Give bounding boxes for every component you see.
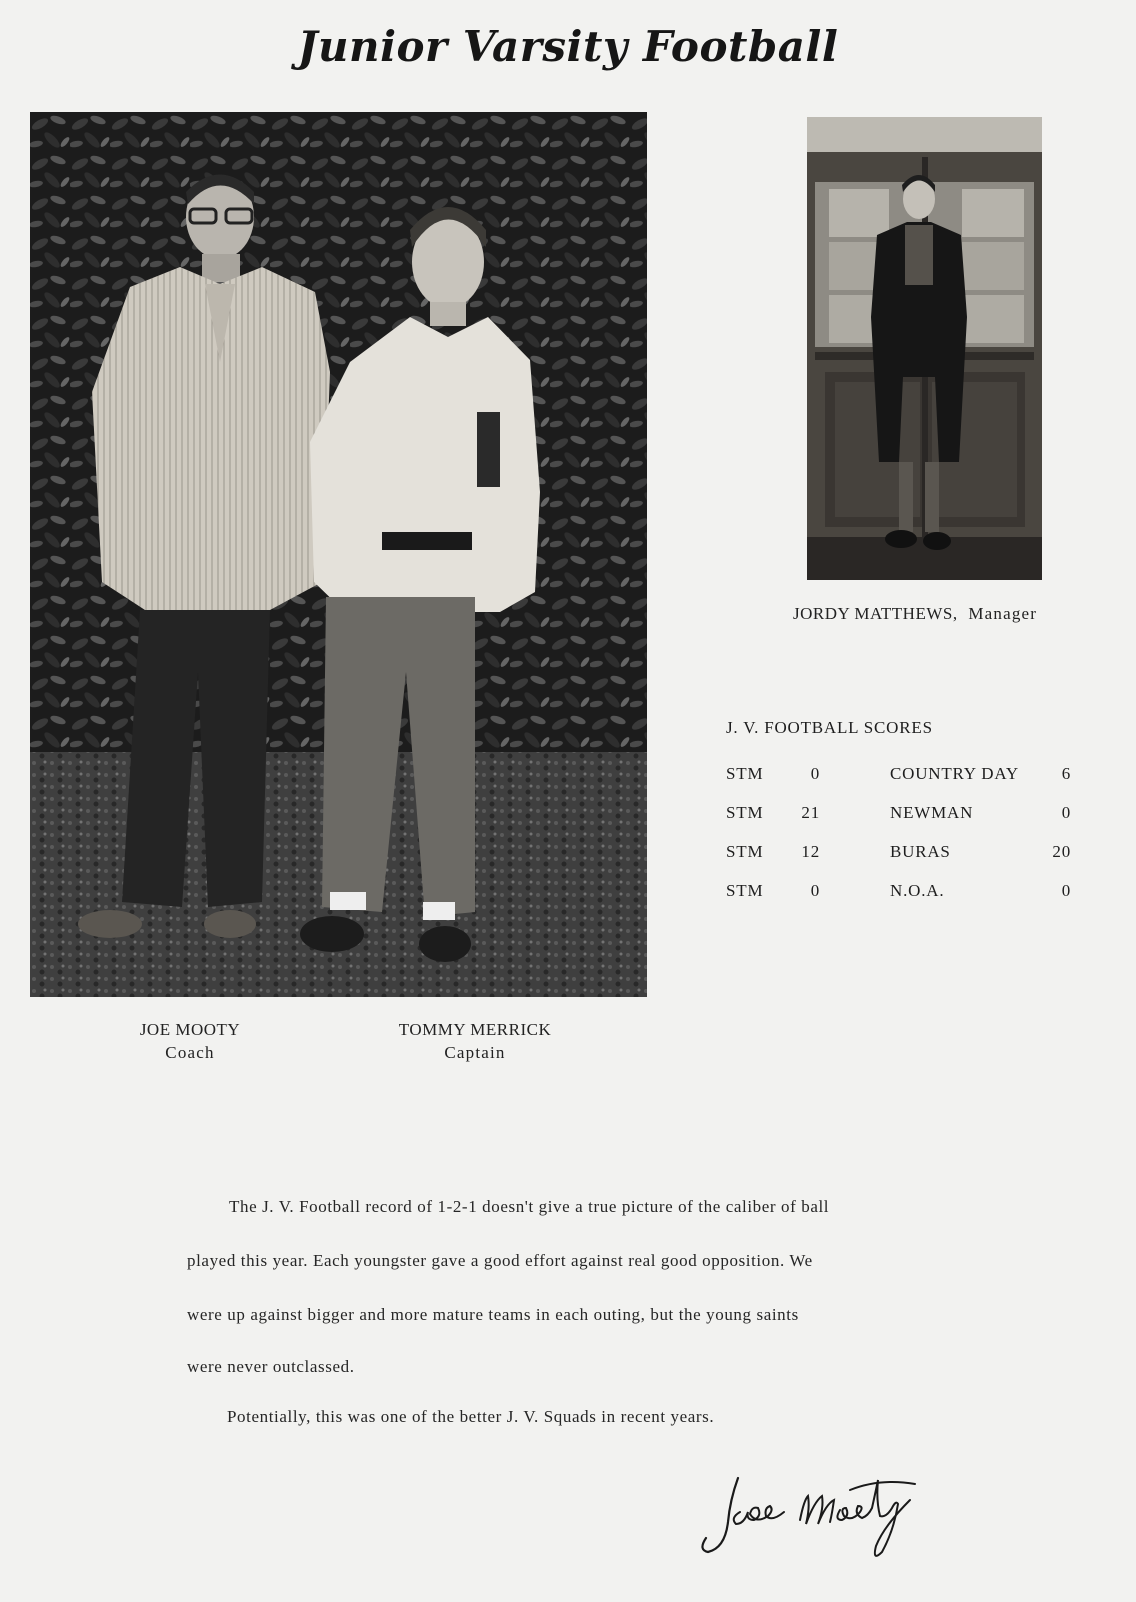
team-score: 21 <box>801 803 820 822</box>
manager-role: Manager <box>968 604 1038 623</box>
team-name: STM <box>726 842 764 861</box>
opponent-name: COUNTRY DAY <box>890 764 1019 783</box>
score-row <box>726 764 1071 803</box>
captain-name: TOMMY MERRICK <box>398 1020 552 1039</box>
team-score: 0 <box>810 764 820 783</box>
coach-signature <box>700 1460 940 1565</box>
coach-role: Coach <box>165 1043 215 1062</box>
team-name: STM <box>726 764 764 783</box>
opponent-name: N.O.A. <box>890 881 945 900</box>
paragraph-line: were up against bigger and more mature teams in each outing, but the young saints <box>187 1305 799 1324</box>
paragraph-line: Potentially, this was one of the better J. V. Squads in recent years. <box>227 1407 715 1426</box>
captain-role: Captain <box>444 1043 506 1062</box>
team-score: 12 <box>801 842 820 861</box>
paragraph-line: The J. V. Football record of 1-2-1 doesn't give a true picture of the caliber of ball <box>229 1197 830 1216</box>
score-row <box>726 803 1071 842</box>
manager-photo <box>807 117 1042 580</box>
paragraph-line: were never outclassed. <box>187 1357 355 1376</box>
coach-name: JOE MOOTY <box>139 1020 241 1039</box>
opponent-name: NEWMAN <box>890 803 974 822</box>
opponent-score: 20 <box>1052 842 1071 861</box>
opponent-score: 6 <box>1061 764 1071 783</box>
page-title: Junior Varsity Football <box>297 22 839 71</box>
scores-table <box>726 764 1071 920</box>
paragraph-line: played this year. Each youngster gave a good effort against real good opposition. We <box>187 1251 813 1270</box>
opponent-score: 0 <box>1061 881 1071 900</box>
score-row <box>726 842 1071 881</box>
opponent-name: BURAS <box>890 842 951 861</box>
team-name: STM <box>726 803 764 822</box>
team-score: 0 <box>810 881 820 900</box>
team-name: STM <box>726 881 764 900</box>
manager-caption <box>793 604 1037 624</box>
coach-captain-photo <box>30 112 647 997</box>
score-row <box>726 881 1071 920</box>
opponent-score: 0 <box>1061 803 1071 822</box>
coach-caption <box>110 1020 270 1063</box>
scores-title: J. V. FOOTBALL SCORES <box>726 718 933 737</box>
captain-caption <box>380 1020 570 1063</box>
manager-name: JORDY MATTHEWS, <box>793 604 958 623</box>
